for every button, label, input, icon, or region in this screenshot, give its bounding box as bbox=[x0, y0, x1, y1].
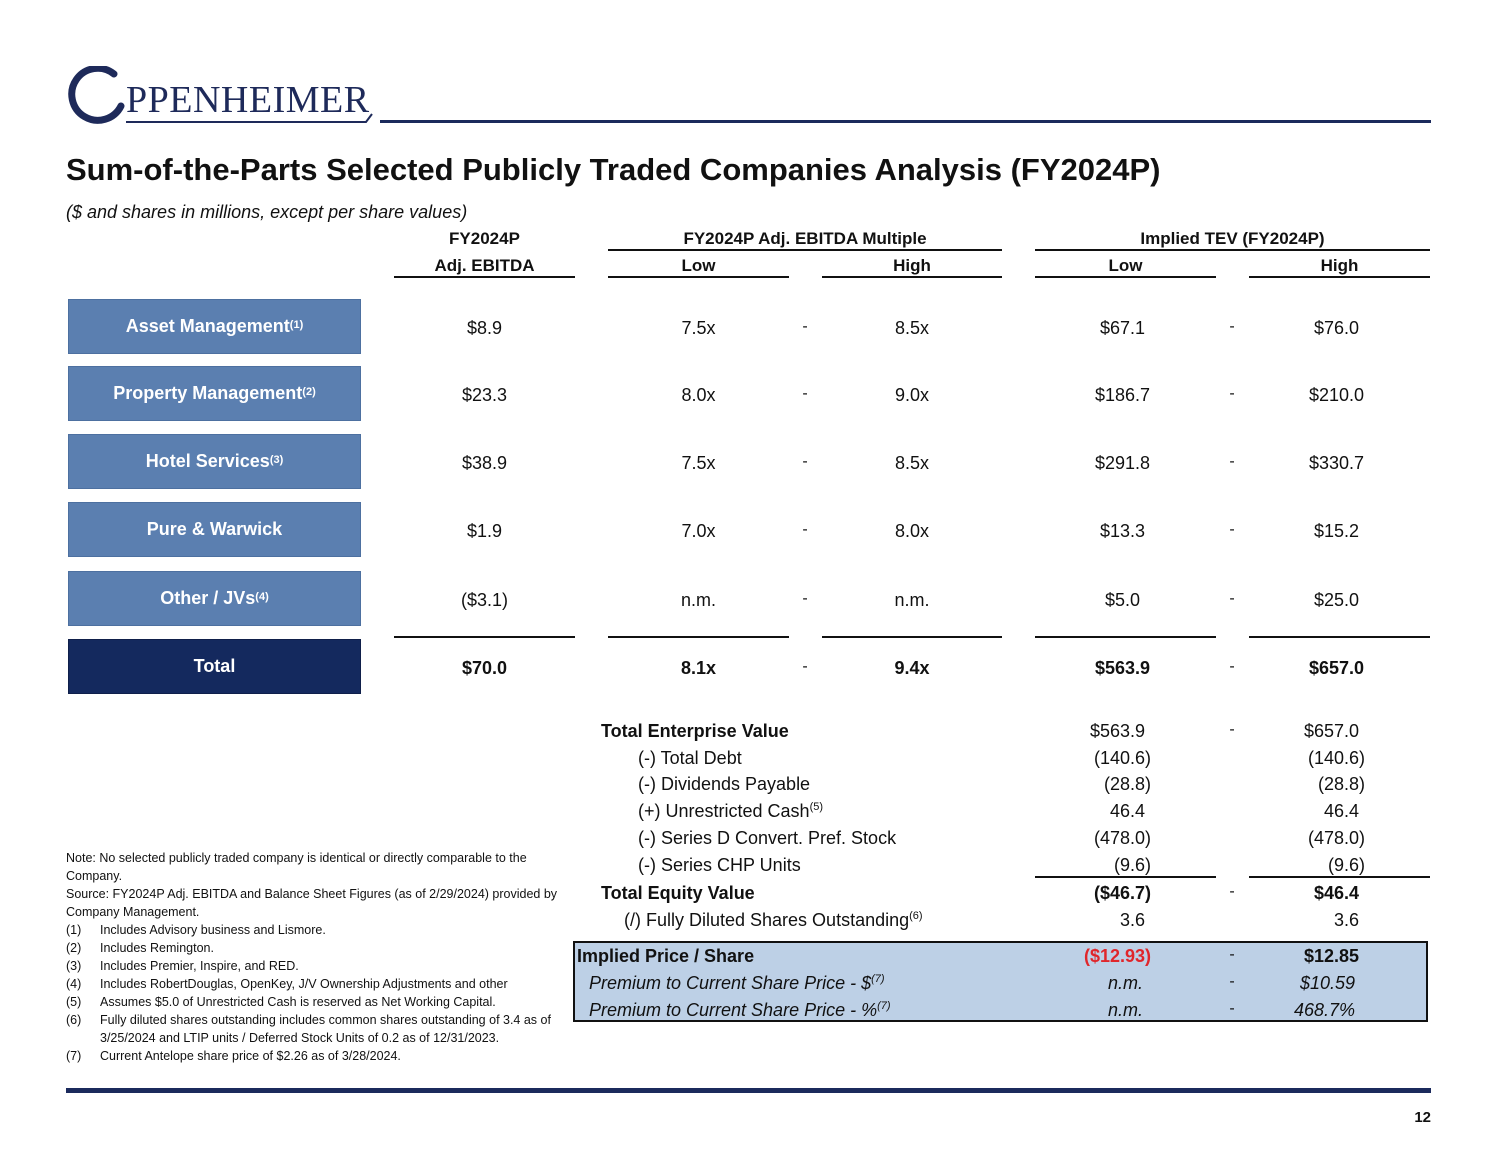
header-multiple-high: High bbox=[893, 256, 931, 275]
range-dash: - bbox=[802, 385, 808, 402]
hotel-services-mult-high: 8.5x bbox=[894, 453, 930, 473]
range-dash: - bbox=[1229, 453, 1235, 470]
segment-hotel-services: Hotel Services $^{(3)}$ bbox=[68, 434, 361, 489]
total-tev-high: $657.0 bbox=[1308, 658, 1365, 678]
property-mgmt-ebitda: $23.3 bbox=[461, 385, 508, 405]
footnote-item: (4) Includes RobertDouglas, OpenKey, J/V Ownership Adjustments and other bbox=[66, 977, 508, 991]
hotel-services-mult-low: 7.5x bbox=[681, 453, 716, 473]
property-mgmt-mult-high: 9.0x bbox=[894, 385, 930, 405]
equity-rule bbox=[1035, 876, 1216, 878]
total-rule bbox=[394, 636, 575, 638]
total-rule bbox=[822, 636, 1002, 638]
footnote-item: (3) Includes Premier, Inspire, and RED. bbox=[66, 959, 299, 973]
range-dash: - bbox=[802, 318, 808, 335]
premium-pct-label: Premium to Current Share Price - %$^{(7)}$ bbox=[589, 1000, 891, 1020]
header-ebitda-top: FY2024P bbox=[449, 229, 520, 248]
bridge-cash-high: 46.4 bbox=[1323, 801, 1359, 821]
header-multiple-low: Low bbox=[681, 256, 716, 275]
bridge-pref-low: (478.0) bbox=[1093, 828, 1151, 848]
hotel-services-ebitda: $38.9 bbox=[461, 453, 508, 473]
header-tev-high: High bbox=[1320, 256, 1359, 275]
bridge-equity-high: $46.4 bbox=[1313, 883, 1359, 903]
total-rule bbox=[1249, 636, 1430, 638]
pure-warwick-ebitda: $1.9 bbox=[466, 521, 503, 541]
implied-price-low: ($12.93) bbox=[1083, 946, 1151, 966]
pure-warwick-tev-high: $15.2 bbox=[1313, 521, 1360, 541]
segment-property-management: Property Management $^{(2)}$ bbox=[68, 366, 361, 421]
range-dash: - bbox=[802, 521, 808, 538]
footer-divider bbox=[66, 1088, 1431, 1093]
bridge-shares-low: 3.6 bbox=[1119, 910, 1145, 930]
header-divider bbox=[380, 120, 1431, 123]
pure-warwick-mult-low: 7.0x bbox=[681, 521, 716, 541]
asset-mgmt-tev-high: $76.0 bbox=[1313, 318, 1360, 338]
range-dash: - bbox=[1229, 721, 1235, 738]
header-tev-low: Low bbox=[1108, 256, 1143, 275]
header-ebitda-bottom: Adj. EBITDA bbox=[434, 256, 535, 275]
asset-mgmt-mult-low: 7.5x bbox=[681, 318, 716, 338]
bridge-dividends-high: (28.8) bbox=[1317, 774, 1365, 794]
bridge-equity-label: Total Equity Value bbox=[601, 883, 755, 903]
bridge-chp-low: (9.6) bbox=[1113, 855, 1151, 875]
segment-other-jvs: Other / JVs $^{(4)}$ bbox=[68, 571, 361, 626]
footnote-item: (6) Fully diluted shares outstanding includes common shares outstanding of 3.4 as of 3/25/2024 and LTIP units / Deferred Stock Units of 0.2 as of 12/31/2023. bbox=[66, 1013, 551, 1045]
footnote-source: Source: FY2024P Adj. EBITDA and Balance Sheet Figures (as of 2/29/2024) provided by Company Management. bbox=[66, 887, 558, 919]
bridge-chp-label: (-) Series CHP Units bbox=[638, 855, 801, 875]
range-dash: - bbox=[1229, 973, 1235, 990]
asset-mgmt-mult-high: 8.5x bbox=[894, 318, 930, 338]
page-number: 12 bbox=[1414, 1109, 1431, 1126]
other-jvs-ebitda: ($3.1) bbox=[460, 590, 509, 610]
bridge-shares-label: (/) Fully Diluted Shares Outstanding$^{(6)}$ bbox=[624, 910, 923, 930]
total-mult-low: 8.1x bbox=[680, 658, 717, 678]
bridge-debt-low: (140.6) bbox=[1093, 748, 1151, 768]
total-rule bbox=[1035, 636, 1216, 638]
range-dash: - bbox=[802, 658, 808, 675]
range-dash: - bbox=[1229, 590, 1235, 607]
range-dash: - bbox=[1229, 883, 1235, 900]
premium-pct-low: n.m. bbox=[1107, 1000, 1143, 1020]
bridge-pref-high: (478.0) bbox=[1307, 828, 1365, 848]
bridge-debt-label: (-) Total Debt bbox=[638, 748, 742, 768]
other-jvs-tev-high: $25.0 bbox=[1313, 590, 1360, 610]
bridge-shares-high: 3.6 bbox=[1333, 910, 1359, 930]
segment-asset-management: Asset Management $^{(1)}$ bbox=[68, 299, 361, 354]
bridge-tev-high: $657.0 bbox=[1303, 721, 1359, 741]
bridge-chp-high: (9.6) bbox=[1327, 855, 1365, 875]
segment-pure-warwick: Pure & Warwick bbox=[68, 502, 361, 557]
footnote-item: (2) Includes Remington. bbox=[66, 941, 214, 955]
range-dash: - bbox=[1229, 521, 1235, 538]
asset-mgmt-tev-low: $67.1 bbox=[1099, 318, 1146, 338]
total-rule bbox=[608, 636, 789, 638]
footnotes bbox=[66, 849, 571, 1065]
property-mgmt-tev-low: $186.7 bbox=[1094, 385, 1151, 405]
range-dash: - bbox=[1229, 318, 1235, 335]
total-tev-low: $563.9 bbox=[1094, 658, 1151, 678]
total-ebitda: $70.0 bbox=[461, 658, 508, 678]
property-mgmt-tev-high: $210.0 bbox=[1308, 385, 1365, 405]
brand-name: PPENHEIMER bbox=[126, 79, 370, 121]
header-multiple: FY2024P Adj. EBITDA Multiple bbox=[683, 229, 927, 248]
hotel-services-tev-high: $330.7 bbox=[1308, 453, 1365, 473]
hotel-services-tev-low: $291.8 bbox=[1094, 453, 1151, 473]
header-tev: Implied TEV (FY2024P) bbox=[1140, 229, 1325, 248]
bridge-cash-low: 46.4 bbox=[1109, 801, 1145, 821]
header-rule bbox=[1035, 276, 1216, 278]
footnote-item: (5) Assumes $5.0 of Unrestricted Cash is reserved as Net Working Capital. bbox=[66, 995, 496, 1009]
bridge-pref-label: (-) Series D Convert. Pref. Stock bbox=[638, 828, 897, 848]
pure-warwick-mult-high: 8.0x bbox=[894, 521, 930, 541]
page-subtitle: ($ and shares in millions, except per share values) bbox=[66, 202, 468, 222]
header-rule bbox=[1035, 249, 1430, 251]
bridge-debt-high: (140.6) bbox=[1307, 748, 1365, 768]
footnote-note: Note: No selected publicly traded company is identical or directly comparable to the Company. bbox=[66, 851, 527, 883]
asset-mgmt-ebitda: $8.9 bbox=[466, 318, 503, 338]
bridge-dividends-low: (28.8) bbox=[1103, 774, 1151, 794]
bridge-equity-low: ($46.7) bbox=[1093, 883, 1151, 903]
premium-dollar-low: n.m. bbox=[1107, 973, 1143, 993]
segment-total: Total bbox=[68, 639, 361, 694]
footnote-item: (7) Current Antelope share price of $2.26 as of 3/28/2024. bbox=[66, 1049, 401, 1063]
other-jvs-mult-high: n.m. bbox=[894, 590, 930, 610]
implied-price-high: $12.85 bbox=[1303, 946, 1359, 966]
header-rule bbox=[1249, 276, 1430, 278]
header-rule bbox=[608, 276, 789, 278]
header-rule bbox=[822, 276, 1002, 278]
header-rule bbox=[608, 249, 1002, 251]
pure-warwick-tev-low: $13.3 bbox=[1099, 521, 1146, 541]
footnote-item: (1) Includes Advisory business and Lismore. bbox=[66, 923, 326, 937]
total-mult-high: 9.4x bbox=[894, 658, 930, 678]
premium-dollar-label: Premium to Current Share Price - \$$^{(7)}$ bbox=[589, 973, 885, 993]
premium-pct-high: 468.7% bbox=[1293, 1000, 1355, 1020]
range-dash: - bbox=[802, 453, 808, 470]
bridge-dividends-label: (-) Dividends Payable bbox=[638, 774, 811, 794]
bridge-tev-label: Total Enterprise Value bbox=[601, 721, 789, 741]
range-dash: - bbox=[1229, 1000, 1235, 1017]
bridge-cash-label: (+) Unrestricted Cash$^{(5)}$ bbox=[638, 801, 824, 821]
other-jvs-tev-low: $5.0 bbox=[1104, 590, 1141, 610]
range-dash: - bbox=[1229, 946, 1235, 963]
property-mgmt-mult-low: 8.0x bbox=[681, 385, 716, 405]
range-dash: - bbox=[802, 590, 808, 607]
header-rule bbox=[394, 276, 575, 278]
page-title: Sum-of-the-Parts Selected Publicly Traded Companies Analysis (FY2024P) bbox=[66, 152, 1161, 187]
range-dash: - bbox=[1229, 658, 1235, 675]
range-dash: - bbox=[1229, 385, 1235, 402]
premium-dollar-high: $10.59 bbox=[1299, 973, 1355, 993]
implied-price-label: Implied Price / Share bbox=[577, 946, 755, 966]
other-jvs-mult-low: n.m. bbox=[680, 590, 716, 610]
bridge-tev-low: $563.9 bbox=[1089, 721, 1145, 741]
equity-rule bbox=[1249, 876, 1430, 878]
